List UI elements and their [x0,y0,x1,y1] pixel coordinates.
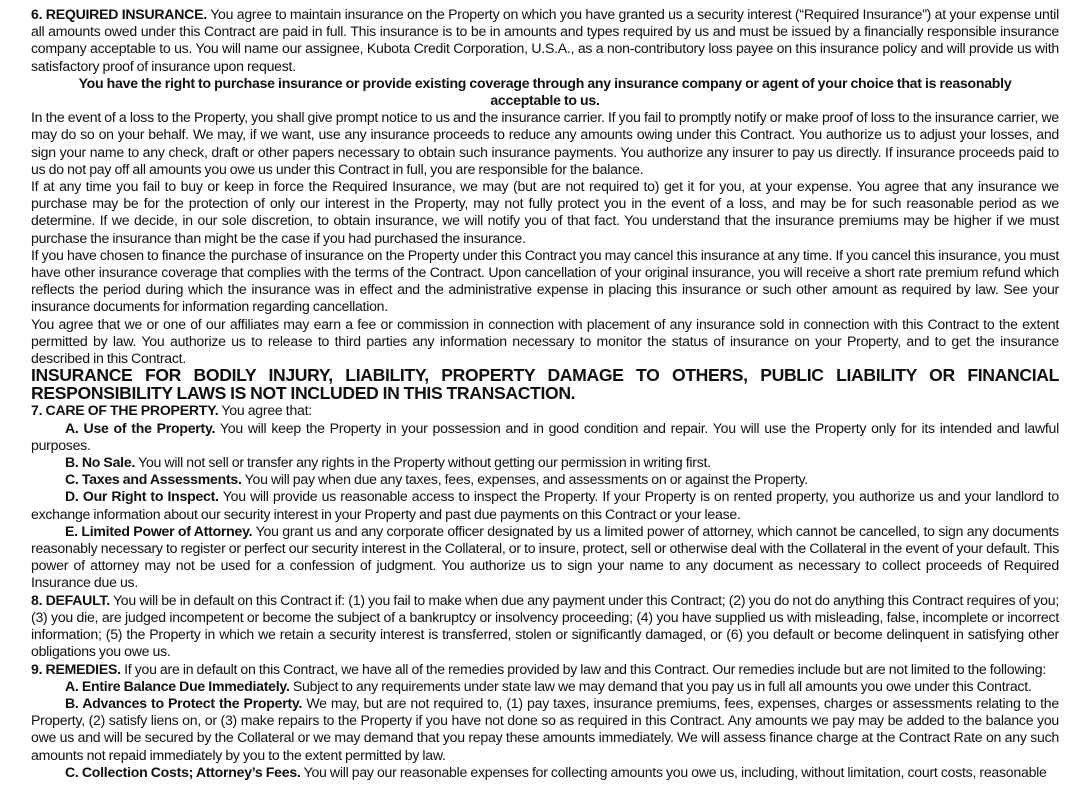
section-7-item-c [31,471,1059,488]
section-6-finance-paragraph: If you have chosen to finance the purchase of insurance on the Property under this Contract you may cancel this insurance at any time. If you cancel this insurance, you must have other insurance coverage that complies with the terms of the Contract. Upon cancellation of your original insurance, you will receive a short rate premium refund which reflects the period during which the insurance was in effect and the administrative expense in placing this insurance or such other amount as required by law. See your insurance documents for information regarding cancellation. [31,246,1059,315]
section-7-item-a-text: You will keep the Property in your possession and in good condition and repair. You will use the Property only for its intended and lawful purposes. [31,419,1060,453]
section-7-heading: 7. CARE OF THE PROPERTY. [31,402,219,419]
section-7-item-e [31,523,1059,592]
section-7-item-d-title: D. Our Right to Inspect. [65,488,219,505]
section-9-item-c [31,764,1059,781]
section-8 [31,592,1059,661]
section-8-heading: 8. DEFAULT. [31,591,110,608]
bodily-injury-notice: INSURANCE FOR BODILY INJURY, LIABILITY, PROPERTY DAMAGE TO OTHERS, PUBLIC LIABILITY OR FINANCIAL RESPONSIBILITY LAWS IS NOT INCLUDED IN THIS TRANSACTION. [31,365,1059,403]
section-7-item-b [31,454,1059,471]
section-6-intro [31,6,1059,75]
section-9-item-c-title: C. Collection Costs; Attorney’s Fees. [65,763,301,780]
section-7-item-a [31,420,1059,454]
section-8-text: You will be in default on this Contract if: (1) you fail to make when due any payment under this Contract; (2) you do not do anything this Contract requires of you; (3) you die, are judged incompetent or become the subject of a bankruptcy or insolvency proceeding; (4) you have supplied us with misleading, false, incomplete or incorrect information; (5) the Property in which we retain a security interest is transferred, stolen or significantly damaged, or (6) you default or become delinquent in satisfying other obligations you owe us. [31,591,1059,660]
section-7-item-c-title: C. Taxes and Assessments. [65,471,242,488]
section-6-intro-text: You agree to maintain insurance on the Property on which you have granted us a security interest (“Required Insurance”) at your expense until all amounts owed under this Contract are paid in full. This insurance is to be in amounts and types required by us and must be issued by a financially responsible insurance company acceptable to us. You will name our assignee, Kubota Credit Corporation, U.S.A., as a non-contributory loss payee on this insurance policy and will provide us with satisfactory proof of insurance upon request. [31,6,1059,74]
section-7-item-e-text: You grant us and any corporate officer designated by us a limited power of attorney, which cannot be cancelled, to sign any documents reasonably necessary to register or perfect our security interest in the Collateral, or to insure, protect, sell or otherwise deal with the Collateral in the event of your default. This power of attorney may not be used for a confession of judgment. You authorize us to sign your name to any document as necessary to collect proceeds of Required Insurance due us. [31,522,1059,591]
section-6-loss-paragraph: In the event of a loss to the Property, you shall give prompt notice to us and the insurance carrier. If you fail to promptly notify or make proof of loss to the insurance carrier, we may do so on your behalf. We may, if we want, use any insurance proceeds to reduce any amounts owing under this Contract. You authorize us to adjust your losses, and sign your name to any check, draft or other papers necessary to obtain such insurance payments. You authorize any insurer to pay us directly. If insurance proceeds paid to us do not pay off all amounts you owe us under this Contract in full, you are responsible for the balance. [31,109,1059,177]
contract-document [31,6,1059,781]
section-7-item-b-text: You will not sell or transfer any rights in the Property without getting our permission in writing first. [138,454,711,471]
section-6-fee-paragraph: You agree that we or one of our affiliates may earn a fee or commission in connection with placement of any insurance sold in connection with this Contract to the extent permitted by law. You authorize us to release to third parties any information necessary to monitor the status of insurance on your Property, and to get the insurance described in this Contract. [31,315,1059,367]
section-9-item-b-title: B. Advances to Protect the Property. [65,694,303,711]
section-9-item-b-text: We may, but are not required to, (1) pay taxes, insurance premiums, fees, expenses, charges or assessments relating to the Property, (2) satisfy liens on, or (3) make repairs to the Property if you have not done so as required in this Contract. Any amounts we pay may be added to the balance you owe us and will be secured by the Collateral or we may demand that you repay these amounts immediately. We will assess finance charge at the Contract Rate on any such amounts not repaid immediately by you to the extent permitted by law. [31,694,1059,763]
section-7-item-a-title: A. Use of the Property. [65,419,216,436]
section-6-heading: 6. REQUIRED INSURANCE. [31,6,207,22]
section-9-item-a-text: Subject to any requirements under state law we may demand that you pay us in full all amounts you owe under this Contract. [292,677,1032,694]
section-7-item-d [31,488,1059,522]
section-7-intro [31,402,1059,419]
insurance-choice-notice: You have the right to purchase insurance or provide existing coverage through any insurance company or agent of your choice that is reasonably acceptable to us. [78,74,1012,109]
section-9-intro-text: If you are in default on this Contract, we have all of the remedies provided by law and this Contract. Our remedies include but are not limited to the following: [124,660,1047,677]
section-7-item-b-title: B. No Sale. [65,454,136,471]
section-9-item-a-title: A. Entire Balance Due Immediately. [65,677,290,694]
section-7-item-e-title: E. Limited Power of Attorney. [65,522,253,539]
section-9-intro [31,661,1059,678]
section-9-item-a [31,678,1059,695]
section-9-heading: 9. REMEDIES. [31,660,121,677]
section-7-item-c-text: You will pay when due any taxes, fees, expenses, and assessments on or against the Property. [244,471,808,488]
section-9-item-c-text: You will pay our reasonable expenses for collecting amounts you owe us, including, without limitation, court costs, reasonable [303,763,1047,780]
section-7-intro-text: You agree that: [221,402,312,419]
section-6-failure-paragraph: If at any time you fail to buy or keep in force the Required Insurance, we may (but are not required to) get it for you, at your expense. You agree that any insurance we purchase may be for the protection of only our interest in the Property, may not fully protect you in the event of a loss, and may be for such reasonable period as we determine. If we decide, in our sole discretion, to obtain insurance, we will notify you of that fact. You understand that the insurance premiums may be higher if we must purchase the insurance than might be the case if you had purchased the insurance. [31,178,1059,246]
section-7-item-d-text: You will provide us reasonable access to inspect the Property. If your Property is on rented property, you authorize us and your landlord to exchange information about our security interest in your Property and past due payments on this Contract or your lease. [31,488,1060,522]
section-9-item-b [31,695,1059,764]
